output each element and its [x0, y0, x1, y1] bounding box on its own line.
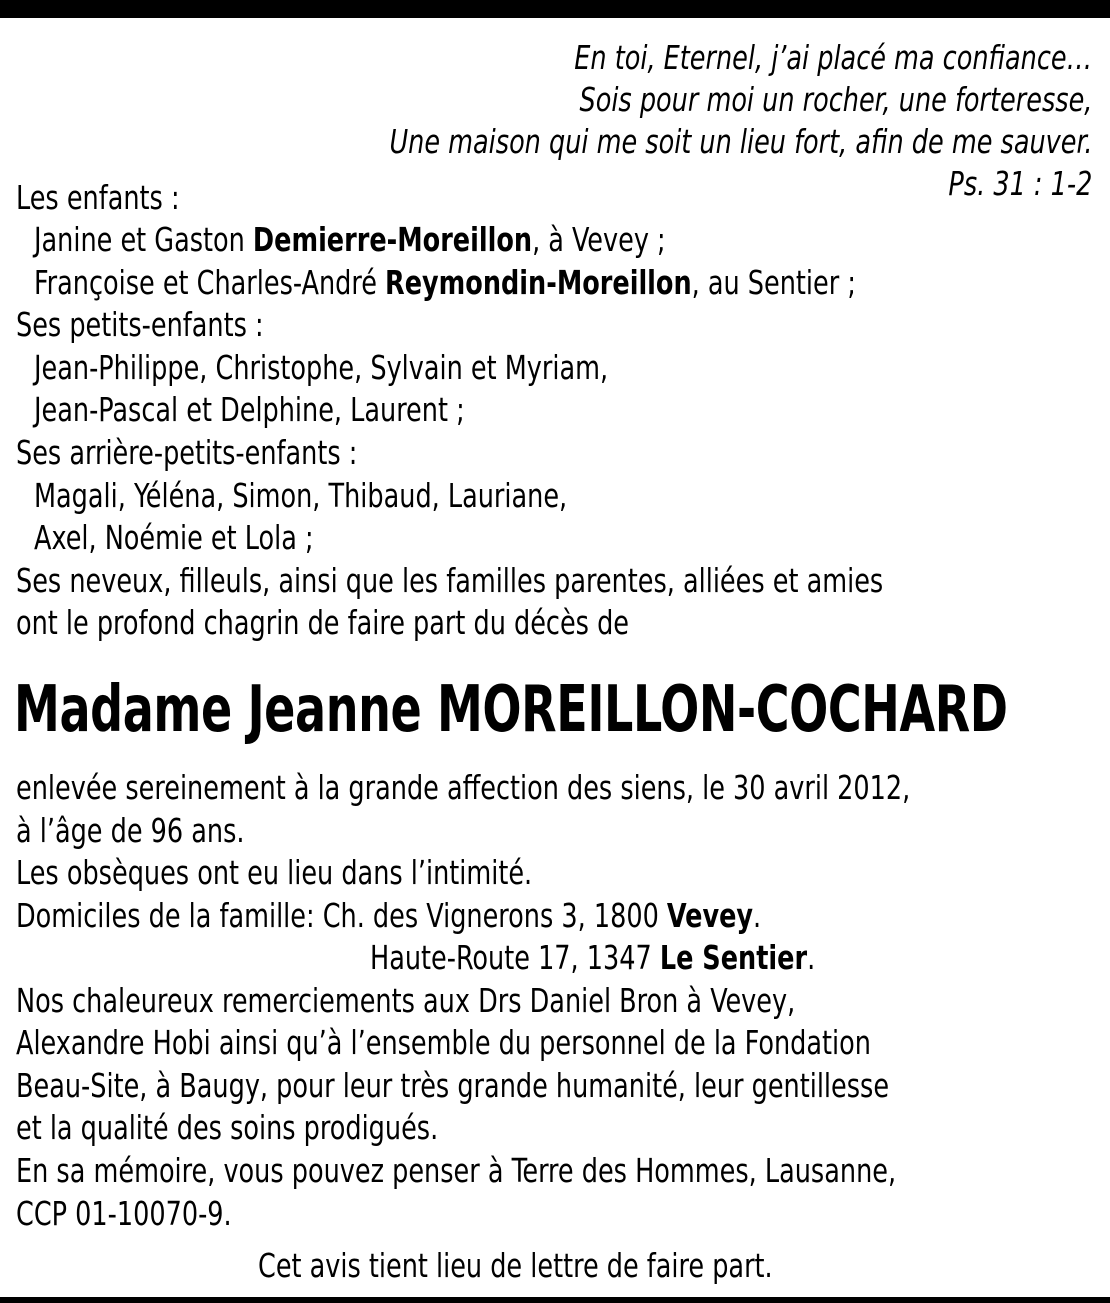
child-1-line — [34, 219, 666, 261]
verse-reference: Ps. 31 : 1-2 — [948, 164, 1092, 203]
thanks-line-3: Beau-Site, à Baugy, pour leur très grande humanité, leur gentillesse — [16, 1066, 890, 1105]
grandchildren-line-2: Jean-Pascal et Delphine, Laurent ; — [34, 390, 465, 429]
child-2-line — [34, 262, 856, 304]
grandchildren-label: Ses petits-enfants : — [16, 305, 264, 344]
child-2-names: Françoise et Charles-André — [34, 263, 386, 302]
thanks-line-2: Alexandre Hobi ainsi qu’à l’ensemble du personnel de la Fondation — [16, 1023, 871, 1062]
details-line-2: à l’âge de 96 ans. — [16, 811, 245, 850]
relatives-line-2: ont le profond chagrin de faire part du décès de — [16, 603, 630, 642]
address-1-period: . — [753, 896, 762, 935]
children-label: Les enfants : — [16, 178, 180, 217]
address-1-city: Vevey — [666, 896, 754, 935]
verse-line-2: Sois pour moi un rocher, une forteresse, — [579, 80, 1092, 119]
address-line-2 — [370, 937, 815, 979]
address-line-1 — [16, 895, 761, 937]
address-1-street: Domiciles de la famille: Ch. des Vignerons 3, 1800 — [16, 896, 667, 935]
verse-line-3: Une maison qui me soit un lieu fort, afin de me sauver. — [388, 122, 1092, 161]
verse-line-1: En toi, Eternel, j’ai placé ma confiance… — [574, 38, 1092, 77]
address-2-period: . — [807, 938, 816, 977]
bottom-border-rule — [0, 1297, 1110, 1303]
child-1-surname: Demierre-Moreillon — [252, 220, 533, 259]
memorial-line-1: En sa mémoire, vous pouvez penser à Terre des Hommes, Lausanne, — [16, 1151, 897, 1190]
child-1-names: Janine et Gaston — [34, 220, 253, 259]
child-2-location: , au Sentier ; — [691, 263, 856, 302]
address-2-city: Le Sentier — [659, 938, 808, 977]
grandchildren-line-1: Jean-Philippe, Christophe, Sylvain et Myriam, — [34, 348, 609, 387]
address-2-street: Haute-Route 17, 1347 — [370, 938, 660, 977]
thanks-line-1: Nos chaleureux remerciements aux Drs Daniel Bron à Vevey, — [16, 981, 796, 1020]
footer-notice: Cet avis tient lieu de lettre de faire part. — [258, 1246, 773, 1285]
great-grandchildren-label: Ses arrière-petits-enfants : — [16, 433, 358, 472]
thanks-line-4: et la qualité des soins prodigués. — [16, 1108, 439, 1147]
deceased-name: Madame Jeanne MOREILLON-COCHARD — [14, 673, 1008, 747]
memorial-line-2: CCP 01-10070-9. — [16, 1194, 232, 1233]
details-line-1: enlevée sereinement à la grande affection des siens, le 30 avril 2012, — [16, 768, 911, 807]
child-1-location: , à Vevey ; — [532, 220, 666, 259]
great-grandchildren-line-1: Magali, Yéléna, Simon, Thibaud, Lauriane, — [34, 476, 568, 515]
great-grandchildren-line-2: Axel, Noémie et Lola ; — [34, 518, 314, 557]
child-2-surname: Reymondin-Moreillon — [385, 263, 692, 302]
relatives-line-1: Ses neveux, filleuls, ainsi que les familles parentes, alliées et amies — [16, 561, 884, 600]
details-line-3: Les obsèques ont eu lieu dans l’intimité. — [16, 853, 533, 892]
